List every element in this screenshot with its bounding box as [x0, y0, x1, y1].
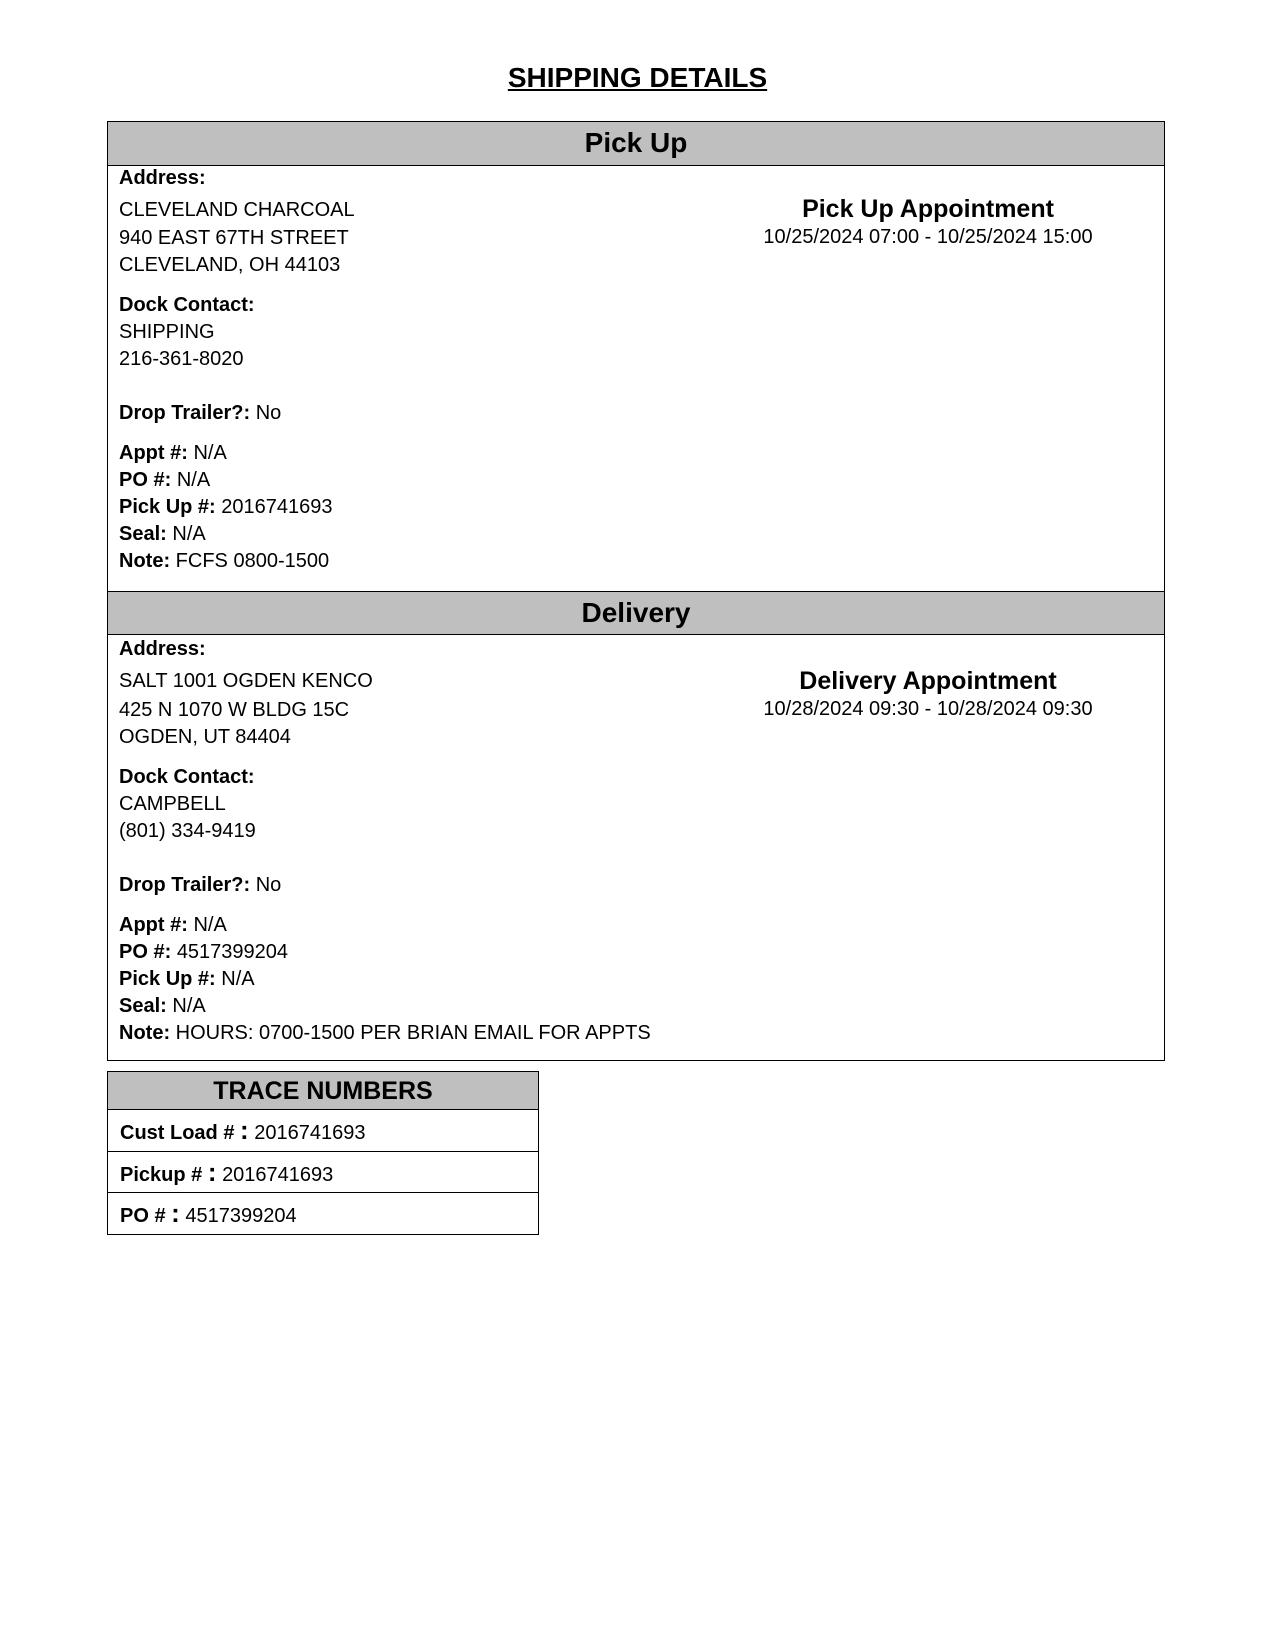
delivery-address-line-1: SALT 1001 OGDEN KENCO [119, 670, 373, 692]
delivery-section-header: Delivery [108, 591, 1164, 635]
delivery-appt-number: Appt #: N/A [119, 914, 227, 936]
delivery-address-line-3: OGDEN, UT 84404 [119, 726, 291, 748]
pickup-note: Note: FCFS 0800-1500 [119, 550, 330, 572]
delivery-appointment-range: 10/28/2024 09:30 - 10/28/2024 09:30 [763, 698, 1093, 720]
pickup-address-line-3: CLEVELAND, OH 44103 [119, 254, 341, 276]
document-title: SHIPPING DETAILS [507, 62, 768, 93]
shipping-details-box [107, 121, 1165, 1061]
pickup-appt-number: Appt #: N/A [119, 442, 227, 464]
pickup-po-number: PO #: N/A [119, 469, 211, 491]
trace-numbers-table [107, 1071, 539, 1235]
delivery-dock-contact-label: Dock Contact: [119, 766, 255, 788]
trace-row-cust-load: Cust Load # : 2016741693 [108, 1110, 538, 1152]
delivery-address-label: Address: [119, 638, 206, 660]
delivery-dock-contact-phone: (801) 334-9419 [119, 820, 256, 842]
trace-numbers-header: TRACE NUMBERS [108, 1072, 538, 1110]
delivery-address-line-2: 425 N 1070 W BLDG 15C [119, 699, 350, 721]
pickup-address-line-1: CLEVELAND CHARCOAL [119, 199, 355, 221]
pickup-address-label: Address: [119, 167, 206, 189]
delivery-drop-trailer: Drop Trailer?: No [119, 874, 282, 896]
trace-row-pickup: Pickup # : 2016741693 [108, 1152, 538, 1194]
pickup-dock-contact-name: SHIPPING [119, 321, 215, 343]
pickup-drop-trailer: Drop Trailer?: No [119, 402, 282, 424]
delivery-note: Note: HOURS: 0700-1500 PER BRIAN EMAIL FOR APPTS [119, 1022, 651, 1044]
delivery-appointment-title: Delivery Appointment [799, 667, 1057, 695]
pickup-seal: Seal: N/A [119, 523, 206, 545]
pickup-address-line-2: 940 EAST 67TH STREET [119, 227, 349, 249]
pickup-section-header: Pick Up [108, 122, 1164, 166]
delivery-pickup-number: Pick Up #: N/A [119, 968, 255, 990]
delivery-dock-contact-name: CAMPBELL [119, 793, 226, 815]
pickup-pickup-number: Pick Up #: 2016741693 [119, 496, 333, 518]
pickup-dock-contact-label: Dock Contact: [119, 294, 255, 316]
delivery-seal: Seal: N/A [119, 995, 206, 1017]
delivery-po-number: PO #: 4517399204 [119, 941, 289, 963]
pickup-appointment-range: 10/25/2024 07:00 - 10/25/2024 15:00 [763, 226, 1093, 248]
pickup-appointment-title: Pick Up Appointment [802, 195, 1054, 223]
trace-row-po: PO # : 4517399204 [120, 1198, 297, 1228]
pickup-dock-contact-phone: 216-361-8020 [119, 348, 244, 370]
